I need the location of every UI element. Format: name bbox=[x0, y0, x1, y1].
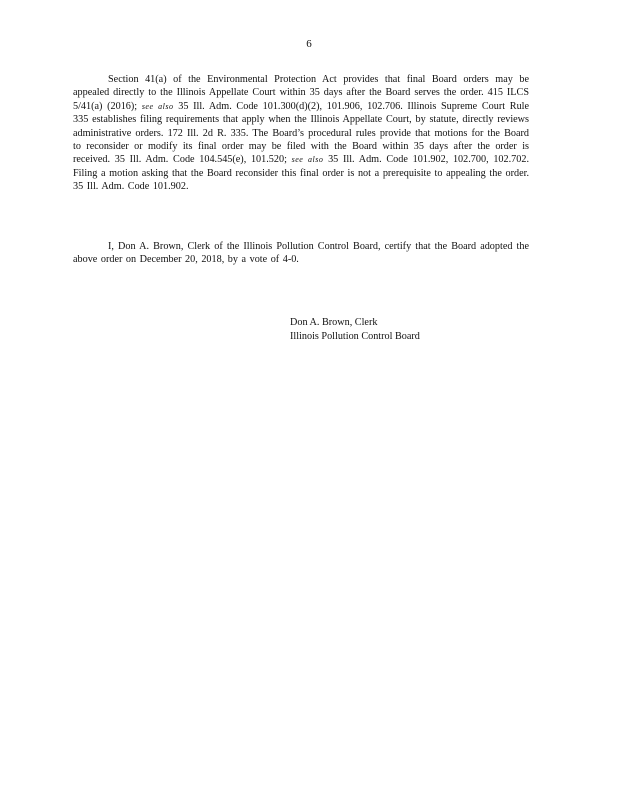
page-number: 6 bbox=[306, 38, 312, 50]
see-also-italic-2: see also bbox=[291, 155, 324, 165]
signature-name: Don A. Brown, Clerk bbox=[290, 317, 378, 328]
see-also-italic-1: see also bbox=[141, 101, 174, 111]
signature-block bbox=[290, 316, 420, 344]
appeal-text-part-3: 35 Ill. Adm. Code 101.902, 102.700, 102.702. Filing a motion asking that the Board reconsider this final order is not a prerequisite to appealing the order. 35 Ill. Adm. Code 101.902. bbox=[73, 154, 529, 193]
appeal-rights-paragraph bbox=[73, 73, 529, 194]
appeal-text-part-1: Section 41(a) of the Environmental Protection Act provides that final Board orders may be appealed directly to the Illinois Appellate Court within 35 days after the Board serves the order. 415 ILCS 5/41(a) (2016); bbox=[73, 74, 529, 112]
signature-organization: Illinois Pollution Control Board bbox=[290, 331, 420, 342]
appeal-text-part-2: 35 Ill. Adm. Code 101.300(d)(2), 101.906, 102.706. Illinois Supreme Court Rule 335 establishes filing requirements that apply when the Illinois Appellate Court, by statute, directly reviews administrative orders. 172 Ill. 2d R. 335. The Board’s procedural rules provide that motions for the Board to reconsider or modify its final order may be filed with the Board within 35 days after the order is received. 35 Ill. Adm. Code 104.545(e), 101.520; bbox=[73, 100, 530, 166]
clerk-certification-paragraph: I, Don A. Brown, Clerk of the Illinois Pollution Control Board, certify that the Board adopted the above order on December 20, 2018, by a vote of 4-0. bbox=[73, 241, 529, 266]
